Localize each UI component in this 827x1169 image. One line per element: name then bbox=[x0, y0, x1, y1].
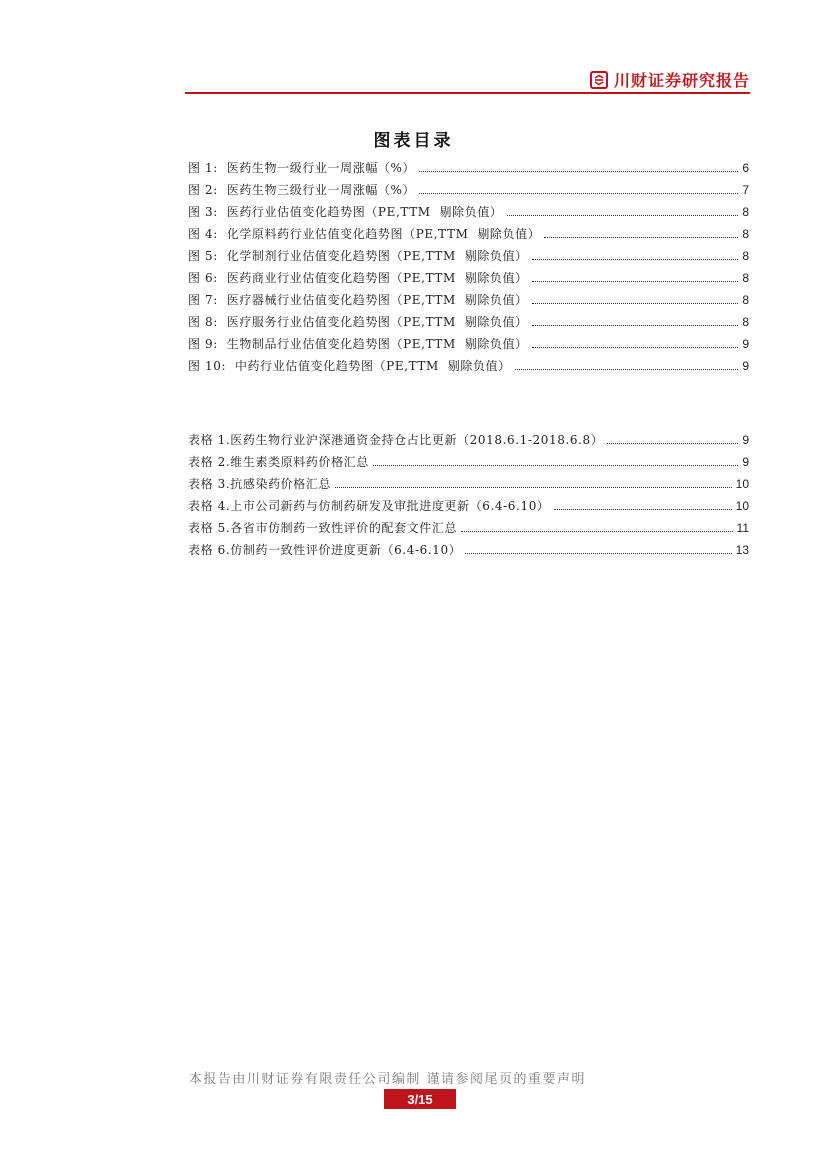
figure-toc-row[interactable] bbox=[188, 352, 749, 374]
dot-leader bbox=[465, 553, 731, 554]
toc-entry-label: 图 4: 化学原料药行业估值变化趋势图（PE,TTM 剔除负值） bbox=[188, 227, 541, 241]
toc-page-number: 8 bbox=[742, 205, 749, 219]
figure-toc-row[interactable] bbox=[188, 308, 749, 330]
dot-leader bbox=[532, 303, 739, 304]
dot-leader bbox=[554, 509, 732, 510]
footer-disclaimer: 本报告由川财证券有限责任公司编制 谨请参阅尾页的重要声明 bbox=[188, 1072, 587, 1087]
table-toc-row[interactable] bbox=[188, 492, 749, 514]
toc-entry-label: 图 1: 医药生物一级行业一周涨幅（%） bbox=[188, 161, 416, 175]
toc-entry-label: 表格 4.上市公司新药与仿制药研发及审批进度更新（6.4-6.10） bbox=[188, 499, 550, 513]
dot-leader bbox=[419, 193, 738, 194]
toc-page-number: 9 bbox=[742, 337, 749, 351]
toc-entry-label: 图 8: 医疗服务行业估值变化趋势图（PE,TTM 剔除负值） bbox=[188, 315, 528, 329]
table-list bbox=[188, 426, 749, 558]
toc-entry-label: 表格 2.维生素类原料药价格汇总 bbox=[188, 455, 369, 469]
dot-leader bbox=[544, 237, 738, 238]
toc-page-number: 9 bbox=[742, 455, 749, 469]
toc-entry-label: 表格 3.抗感染药价格汇总 bbox=[188, 477, 332, 491]
figure-toc-row[interactable] bbox=[188, 264, 749, 286]
toc-page-number: 11 bbox=[736, 521, 749, 535]
dot-leader bbox=[335, 487, 732, 488]
dot-leader bbox=[507, 215, 739, 216]
figure-toc-row[interactable] bbox=[188, 176, 749, 198]
page-number: 3/15 bbox=[384, 1089, 456, 1109]
figure-toc-row[interactable] bbox=[188, 198, 749, 220]
brand bbox=[590, 68, 750, 91]
table-toc-row[interactable] bbox=[188, 514, 749, 536]
figure-toc-row[interactable] bbox=[188, 154, 749, 176]
toc-page-number: 8 bbox=[742, 227, 749, 241]
page-title: 图表目录 bbox=[373, 131, 454, 151]
figure-toc-row[interactable] bbox=[188, 330, 749, 352]
dot-leader bbox=[419, 171, 738, 172]
dot-leader bbox=[607, 443, 738, 444]
dot-leader bbox=[373, 465, 738, 466]
figure-toc-row[interactable] bbox=[188, 220, 749, 242]
toc-page-number: 9 bbox=[742, 359, 749, 373]
toc-page-number: 9 bbox=[742, 433, 749, 447]
toc-page-number: 8 bbox=[742, 271, 749, 285]
figure-toc-row[interactable] bbox=[188, 286, 749, 308]
toc-entry-label: 图 10: 中药行业估值变化趋势图（PE,TTM 剔除负值） bbox=[188, 359, 511, 373]
toc-entry-label: 图 6: 医药商业行业估值变化趋势图（PE,TTM 剔除负值） bbox=[188, 271, 528, 285]
dot-leader bbox=[515, 369, 739, 370]
toc-entry-label: 表格 5.各省市仿制药一致性评价的配套文件汇总 bbox=[188, 521, 458, 535]
toc-entry-label: 图 7: 医疗器械行业估值变化趋势图（PE,TTM 剔除负值） bbox=[188, 293, 528, 307]
toc-page-number: 10 bbox=[735, 499, 749, 513]
dot-leader bbox=[532, 281, 739, 282]
dot-leader bbox=[532, 259, 739, 260]
table-toc-row[interactable] bbox=[188, 448, 749, 470]
toc-page-number: 8 bbox=[742, 293, 749, 307]
sichuan-finance-logo-icon bbox=[590, 71, 608, 89]
toc-entry-label: 图 5: 化学制剂行业估值变化趋势图（PE,TTM 剔除负值） bbox=[188, 249, 528, 263]
toc-page-number: 7 bbox=[742, 183, 749, 197]
table-toc-row[interactable] bbox=[188, 536, 749, 558]
table-toc-row[interactable] bbox=[188, 470, 749, 492]
toc-page-number: 8 bbox=[742, 315, 749, 329]
toc-entry-label: 表格 1.医药生物行业沪深港通资金持仓占比更新（2018.6.1-2018.6.8） bbox=[188, 433, 604, 447]
dot-leader bbox=[532, 347, 739, 348]
figure-list bbox=[188, 154, 749, 374]
toc-entry-label: 图 9: 生物制品行业估值变化趋势图（PE,TTM 剔除负值） bbox=[188, 337, 528, 351]
toc-page-number: 13 bbox=[735, 543, 749, 557]
dot-leader bbox=[461, 531, 732, 532]
table-toc-row[interactable] bbox=[188, 426, 749, 448]
toc-page-number: 8 bbox=[742, 249, 749, 263]
toc-entry-label: 表格 6.仿制药一致性评价进度更新（6.4-6.10） bbox=[188, 543, 462, 557]
toc-page-number: 10 bbox=[735, 477, 749, 491]
header-rule bbox=[185, 92, 750, 94]
toc-entry-label: 图 2: 医药生物三级行业一周涨幅（%） bbox=[188, 183, 416, 197]
toc-page-number: 6 bbox=[742, 161, 749, 175]
dot-leader bbox=[532, 325, 739, 326]
brand-name: 川财证券研究报告 bbox=[613, 71, 750, 90]
toc-entry-label: 图 3: 医药行业估值变化趋势图（PE,TTM 剔除负值） bbox=[188, 205, 503, 219]
figure-toc-row[interactable] bbox=[188, 242, 749, 264]
